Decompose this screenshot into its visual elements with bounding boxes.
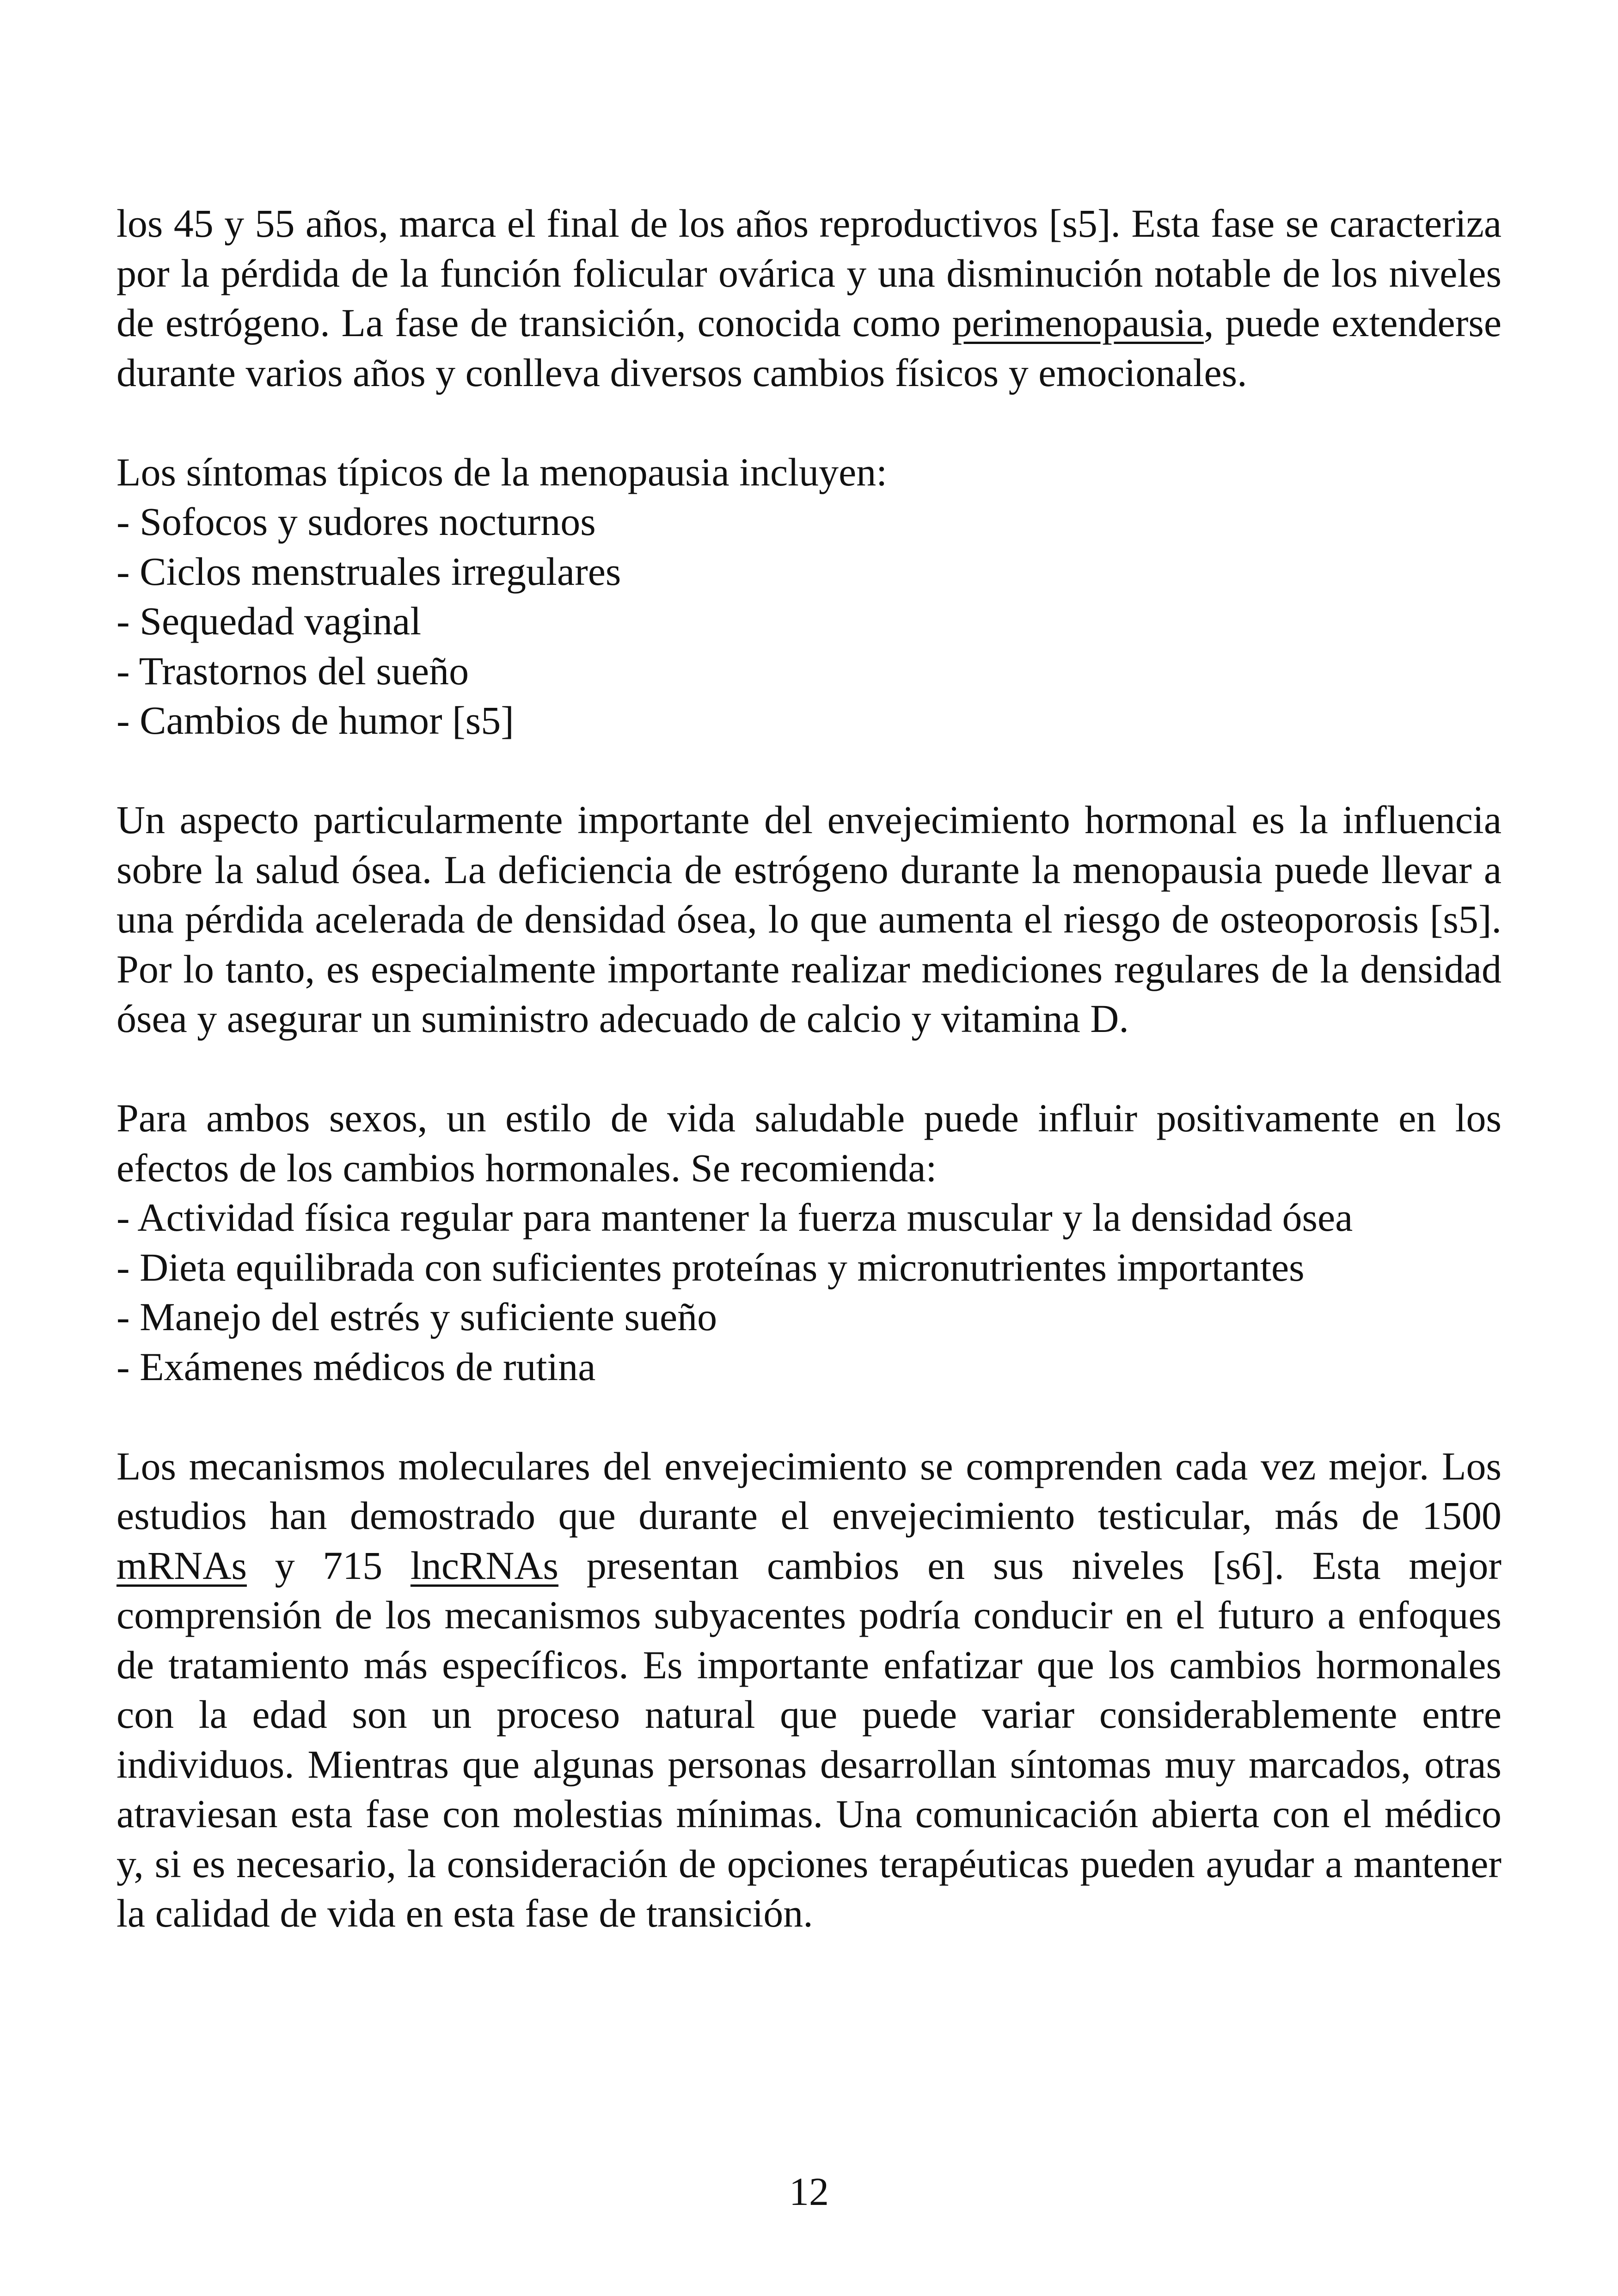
- paragraph-menopause-intro: [116, 199, 1502, 398]
- list-item: - Trastornos del sueño: [116, 648, 469, 693]
- list-item: - Sequedad vaginal: [116, 599, 422, 643]
- page-number: 12: [789, 2169, 829, 2214]
- text-run: presentan cambios en sus niveles [s6]. Esta mejor comprensión de los mecanismos subyacentes podría conducir en el futuro a enfoques de tratamiento más específicos. Es importante enfatizar que los cambios hormonales con la edad son un proceso natural que puede variar considerablemente entre individuos. Mientras que algunas personas desarrollan síntomas muy marcados, otras atraviesan esta fase con molestias mínimas. Una comunicación abierta con el médico y, si es necesario, la consideración de opciones terapéuticas pueden ayudar a mantener la calidad de vida en esta fase de transición.: [116, 1543, 1502, 1935]
- text-run: los 45 y 55 años, marca el final de los años reproductivos [s5]. Esta fase se caracteriza por la pérdida de la función folicular ovárica y una disminución notable de los niveles de estrógeno. La fase de transición, conocida como: [116, 201, 1502, 345]
- list-item: - Cambios de humor [s5]: [116, 698, 514, 743]
- lifestyle-block: [116, 1093, 1502, 1392]
- list-item: - Sofocos y sudores nocturnos: [116, 499, 596, 544]
- symptoms-block: [116, 448, 1502, 746]
- link-mrnas[interactable]: mRNAs: [116, 1543, 247, 1588]
- link-lncrnas[interactable]: lncRNAs: [410, 1543, 559, 1588]
- list-item: - Dieta equilibrada con suficientes proteínas y micronutrientes importantes: [116, 1245, 1305, 1289]
- list-item: - Exámenes médicos de rutina: [116, 1344, 596, 1389]
- text-run: Los mecanismos moleculares del envejecimiento se comprenden cada vez mejor. Los estudios han demostrado que durante el envejecimiento testicular, más de 1500: [116, 1443, 1502, 1538]
- page-body: [116, 199, 1502, 1939]
- lifestyle-intro: Para ambos sexos, un estilo de vida saludable puede influir positivamente en los efectos de los cambios hormonales. Se recomienda:: [116, 1096, 1502, 1190]
- list-item: - Actividad física regular para mantener la fuerza muscular y la densidad ósea: [116, 1195, 1353, 1240]
- text-run: , puede extenderse durante varios años y conlleva diversos cambios físicos y emocionales.: [116, 301, 1502, 395]
- link-perimenopausia[interactable]: perimenopausia: [952, 301, 1204, 345]
- list-item: - Ciclos menstruales irregulares: [116, 549, 621, 594]
- text-run: y 715: [246, 1543, 411, 1588]
- list-item: - Manejo del estrés y suficiente sueño: [116, 1295, 717, 1339]
- paragraph-bone-health: Un aspecto particularmente importante del envejecimiento hormonal es la influencia sobre la salud ósea. La deficiencia de estrógeno durante la menopausia puede llevar a una pérdida acelerada de densidad ósea, lo que aumenta el riesgo de osteoporosis [s5]. Por lo tanto, es especialmente importante realizar mediciones regulares de la densidad ósea y asegurar un suministro adecuado de calcio y vitamina D.: [116, 798, 1502, 1041]
- paragraph-molecular-mechanisms: [116, 1442, 1502, 1939]
- symptoms-intro: Los síntomas típicos de la menopausia incluyen:: [116, 449, 888, 494]
